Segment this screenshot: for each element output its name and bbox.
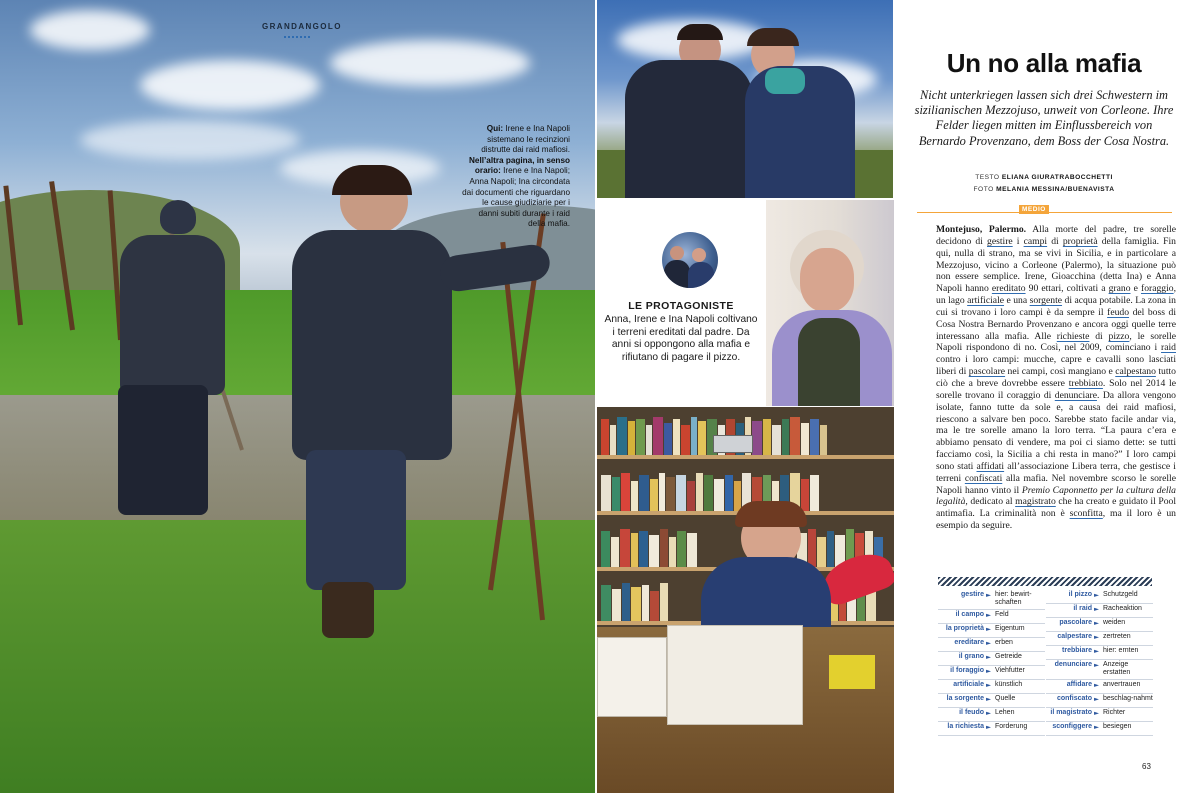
body-run: , un lago [936, 283, 1176, 307]
body-run: Alla morte del padre, tre sorelle decidono di [936, 224, 1176, 247]
body-run: all’associazione Libera terra, che gestisce i terreni [936, 460, 1176, 484]
glossary-row [1046, 646, 1153, 660]
glossary-italian: il magistrato [1050, 708, 1092, 716]
glossary-german: Getreide [995, 652, 1022, 660]
credit-photo [903, 186, 1185, 193]
glossary-column-right [1046, 590, 1153, 736]
glossary-term: calpestano [1115, 366, 1156, 378]
glossary-italian: il feudo [959, 708, 984, 716]
caption-label-here: Qui: [486, 124, 504, 133]
body-run: Premio Caponnetto per la cultura della legalità [936, 484, 1176, 508]
glossary-term: grano [1108, 283, 1131, 295]
glossary-german: zertreten [1103, 633, 1131, 640]
glossary-italian: affidare [1066, 680, 1092, 688]
body-run: della famiglia. Fin qui, nulla di strano, ma se vivi in Sicilia, e in particolare a Mezzojuso, vicino a Corleone (Palermo), la situazione può non essere semplice. Irene, Gioacchina (detta Ina) e Anna Napoli hanno [936, 235, 1176, 295]
photo-office-ina [597, 407, 894, 793]
glossary-german: Richter [1103, 708, 1126, 716]
arrow-right-icon: ► [986, 624, 991, 633]
arrow-right-icon: ► [1094, 647, 1099, 655]
glossary-italian: il campo [955, 610, 984, 618]
glossary-term: denunciare [1054, 389, 1097, 401]
credit-text-label: TESTO [975, 174, 1000, 181]
glossary-row [938, 722, 1045, 736]
glossary-german: besiegen [1103, 722, 1132, 730]
arrow-right-icon: ► [1094, 694, 1099, 703]
glossary-row [938, 708, 1045, 722]
arrow-right-icon: ► [1094, 661, 1099, 669]
glossary-german: beschlag-nahmt [1103, 694, 1153, 702]
glossary-term: magistrato [1015, 496, 1056, 508]
glossary-row [1046, 590, 1153, 604]
arrow-right-icon: ► [986, 638, 991, 647]
glossary-row [938, 680, 1045, 694]
glossary-row [1046, 604, 1153, 618]
glossary-german: Anzeige erstatten [1103, 661, 1131, 677]
glossary-italian: il foraggio [950, 666, 984, 674]
inset-text: Anna, Irene e Ina Napoli coltivano i terreni ereditati dal padre. Da anni si oppongono alla mafia e rifiutano di pagare il pizzo. [604, 314, 758, 363]
glossary-row [1046, 632, 1153, 646]
glossary-row [938, 590, 1045, 610]
body-run: del boss di Cosa Nostra Bernardo Provenzano e ancora oggi quelle terre interessano alla mafia. Alle [936, 306, 1176, 342]
glossary-italian: pascolare [1059, 619, 1092, 626]
glossary-italian: il pizzo [1068, 591, 1092, 598]
glossary-term: ereditato [991, 283, 1026, 295]
body-run: 90 ettari, coltivati a [1025, 283, 1109, 295]
glossary-italian: la proprietà [945, 624, 984, 632]
body-run: , ma il loro è un esempio da seguire. [936, 508, 1176, 532]
glossary-term: trebbiato [1068, 377, 1103, 389]
glossary-term: sconfitta [1069, 508, 1103, 520]
glossary-italian: confiscato [1056, 694, 1092, 702]
inset-title: LE PROTAGONISTE [628, 300, 734, 312]
arrow-right-icon: ► [1094, 591, 1099, 599]
glossary-term: foraggio [1140, 283, 1174, 295]
body-run: . Solo nel 2014 le sorelle trovano il coraggio di [936, 377, 1177, 401]
body-run: di acqua potabile. La zona in cui si trovano i loro campi è da sempre il [936, 295, 1176, 318]
body-run: di [1089, 330, 1109, 342]
glossary-term: raid [1161, 342, 1176, 354]
body-run: tutto ciò che a breve dovrebbe essere [936, 366, 1176, 389]
glossary-term: proprietà [1062, 235, 1098, 247]
glossary-italian: la sorgente [946, 694, 984, 702]
body-run: , le sorelle Napoli rispondono di no. Così, nel 2009, cominciano i [936, 330, 1176, 354]
glossary-italian: ereditare [954, 638, 984, 646]
photo-caption [462, 124, 570, 230]
arrow-right-icon: ► [986, 708, 991, 717]
body-run: , dedicato al [965, 496, 1016, 508]
glossary-row [938, 638, 1045, 652]
glossary-column-left [938, 590, 1045, 736]
glossary-german: Feld [995, 610, 1009, 618]
glossary-german: Eigentum [995, 624, 1025, 632]
arrow-right-icon: ► [986, 610, 991, 619]
glossary-german: weiden [1103, 619, 1126, 626]
glossary-term: pascolare [968, 366, 1006, 378]
arrow-right-icon: ► [986, 694, 991, 703]
glossary-german: Forderung [995, 722, 1028, 730]
glossary-row [1046, 660, 1153, 680]
glossary-term: feudo [1107, 306, 1130, 318]
arrow-right-icon: ► [1094, 605, 1099, 613]
page-number: 63 [1142, 762, 1151, 771]
body-run: Montejuso, Palermo. [936, 224, 1027, 235]
glossary-german: Schutzgeld [1103, 591, 1138, 598]
glossary-italian: artificiale [953, 680, 984, 688]
glossary-row [1046, 618, 1153, 632]
body-run: contro i loro campi: mucche, capre e cavalli sono lasciati liberi di [936, 354, 1176, 378]
caption-text-here: Irene e Ina Napoli sistemano le recinzioni distrutte dai raid mafiosi. [481, 124, 570, 155]
arrow-right-icon: ► [1094, 708, 1099, 717]
arrow-right-icon: ► [1094, 722, 1099, 731]
inset-portrait-thumbnail [662, 232, 718, 288]
caption-text-other-page: Irene e Ina Napoli; Anna Napoli; Ina circondata dai documenti che riguardano le cause giudiziarie per i danni subiti durante i raid della mafia. [462, 166, 570, 229]
arrow-right-icon: ► [1094, 619, 1099, 627]
glossary-italian: il grano [958, 652, 984, 660]
glossary-row [938, 610, 1045, 624]
glossary-german: Lehen [995, 708, 1015, 716]
credit-photo-label: FOTO [973, 186, 994, 193]
glossary-term: campi [1023, 235, 1048, 247]
body-run: e una [1004, 295, 1030, 307]
section-rubric: GRANDANGOLO [262, 22, 342, 31]
glossary-term: artificiale [967, 295, 1005, 307]
arrow-right-icon: ► [986, 666, 991, 675]
glossary-row [1046, 722, 1153, 736]
glossary-row [938, 694, 1045, 708]
body-run: e [1130, 283, 1141, 295]
photo-two-sisters [597, 0, 893, 198]
body-run: nei campi, così mangiano e [1005, 366, 1116, 378]
credit-text-author: ELIANA GIURATRABOCCHETTI [1001, 174, 1113, 181]
body-run: che ha creato e guidato il Pool antimafia. La criminalità non è [936, 496, 1176, 520]
body-run: alla mafia. Nel novembre scorso le sorelle Napoli hanno vinto il [936, 472, 1176, 496]
glossary-german: künstlich [995, 680, 1023, 688]
glossary-header-band [938, 577, 1152, 586]
glossary-german: Quelle [995, 694, 1016, 702]
body-run: i [1012, 235, 1024, 247]
glossary-italian: il raid [1073, 605, 1092, 612]
glossary-italian: calpestare [1057, 633, 1092, 640]
glossary-german: hier: ernten [1103, 647, 1139, 654]
arrow-right-icon: ► [1094, 633, 1099, 641]
body-run: di [1047, 235, 1063, 247]
glossary-italian: gestire [961, 591, 984, 598]
glossary-row [1046, 680, 1153, 694]
glossary-row [1046, 694, 1153, 708]
glossary-italian: denunciare [1054, 661, 1092, 668]
glossary-row [1046, 708, 1153, 722]
glossary-term: affidati [976, 460, 1005, 472]
arrow-right-icon: ► [986, 722, 991, 731]
rubric-ornament [284, 36, 310, 39]
glossary-german: erben [995, 638, 1013, 646]
article-standfirst: Nicht unterkriegen lassen sich drei Schwestern im sizilianischen Mezzojuso, unweit von Corleone. Ihre Felder liegen mitten im Einflussbereich von Bernardo Provenzano, dem Boss der Cosa Nostra. [914, 88, 1174, 148]
glossary-row [938, 624, 1045, 638]
arrow-right-icon: ► [986, 680, 991, 689]
glossary-term: sorgente [1029, 295, 1063, 307]
glossary-german: anvertrauen [1103, 680, 1141, 688]
article-headline: Un no alla mafia [946, 48, 1142, 78]
glossary-term: richieste [1056, 330, 1090, 342]
glossary-german: Viehfutter [995, 666, 1025, 674]
glossary-italian: sconfiggere [1052, 722, 1092, 730]
photo-portrait-anna [766, 200, 894, 406]
glossary-german: Racheaktion [1103, 605, 1142, 612]
credit-text [903, 174, 1185, 181]
glossary-german: hier: bewirt-schaften [995, 591, 1032, 607]
article-body [936, 224, 1176, 532]
arrow-right-icon: ► [986, 652, 991, 661]
caption-label-other-page: Nell’altra pagina, in senso orario: [468, 155, 570, 176]
glossary-term: gestire [987, 235, 1013, 247]
glossary-term: pizzo [1108, 330, 1130, 342]
difficulty-badge: MEDIO [1019, 205, 1049, 214]
glossary-italian: trebbiare [1062, 647, 1092, 654]
glossary-italian: la richiesta [947, 722, 984, 730]
glossary-term: confiscati [964, 472, 1003, 484]
glossary-row [938, 666, 1045, 680]
credit-photo-author: MELANIA MESSINA/BUENAVISTA [996, 186, 1115, 193]
glossary-row [938, 652, 1045, 666]
arrow-right-icon: ► [1094, 680, 1099, 689]
body-run: . Da allora vengono isolate, fanno tutte da sole e, a causa dei raid mafiosi, riescono a salvare ben poco. Sarebbe stato facile andar via, ma le tre sorelle amano la loro terra. “La paura c’era e abbiamo pensato di vendere, ma poi ci siamo dette: se tutti facciamo così, la Sicilia a chi resta in mano?” I loro campi sono stati [936, 389, 1176, 472]
arrow-right-icon: ► [986, 591, 991, 599]
